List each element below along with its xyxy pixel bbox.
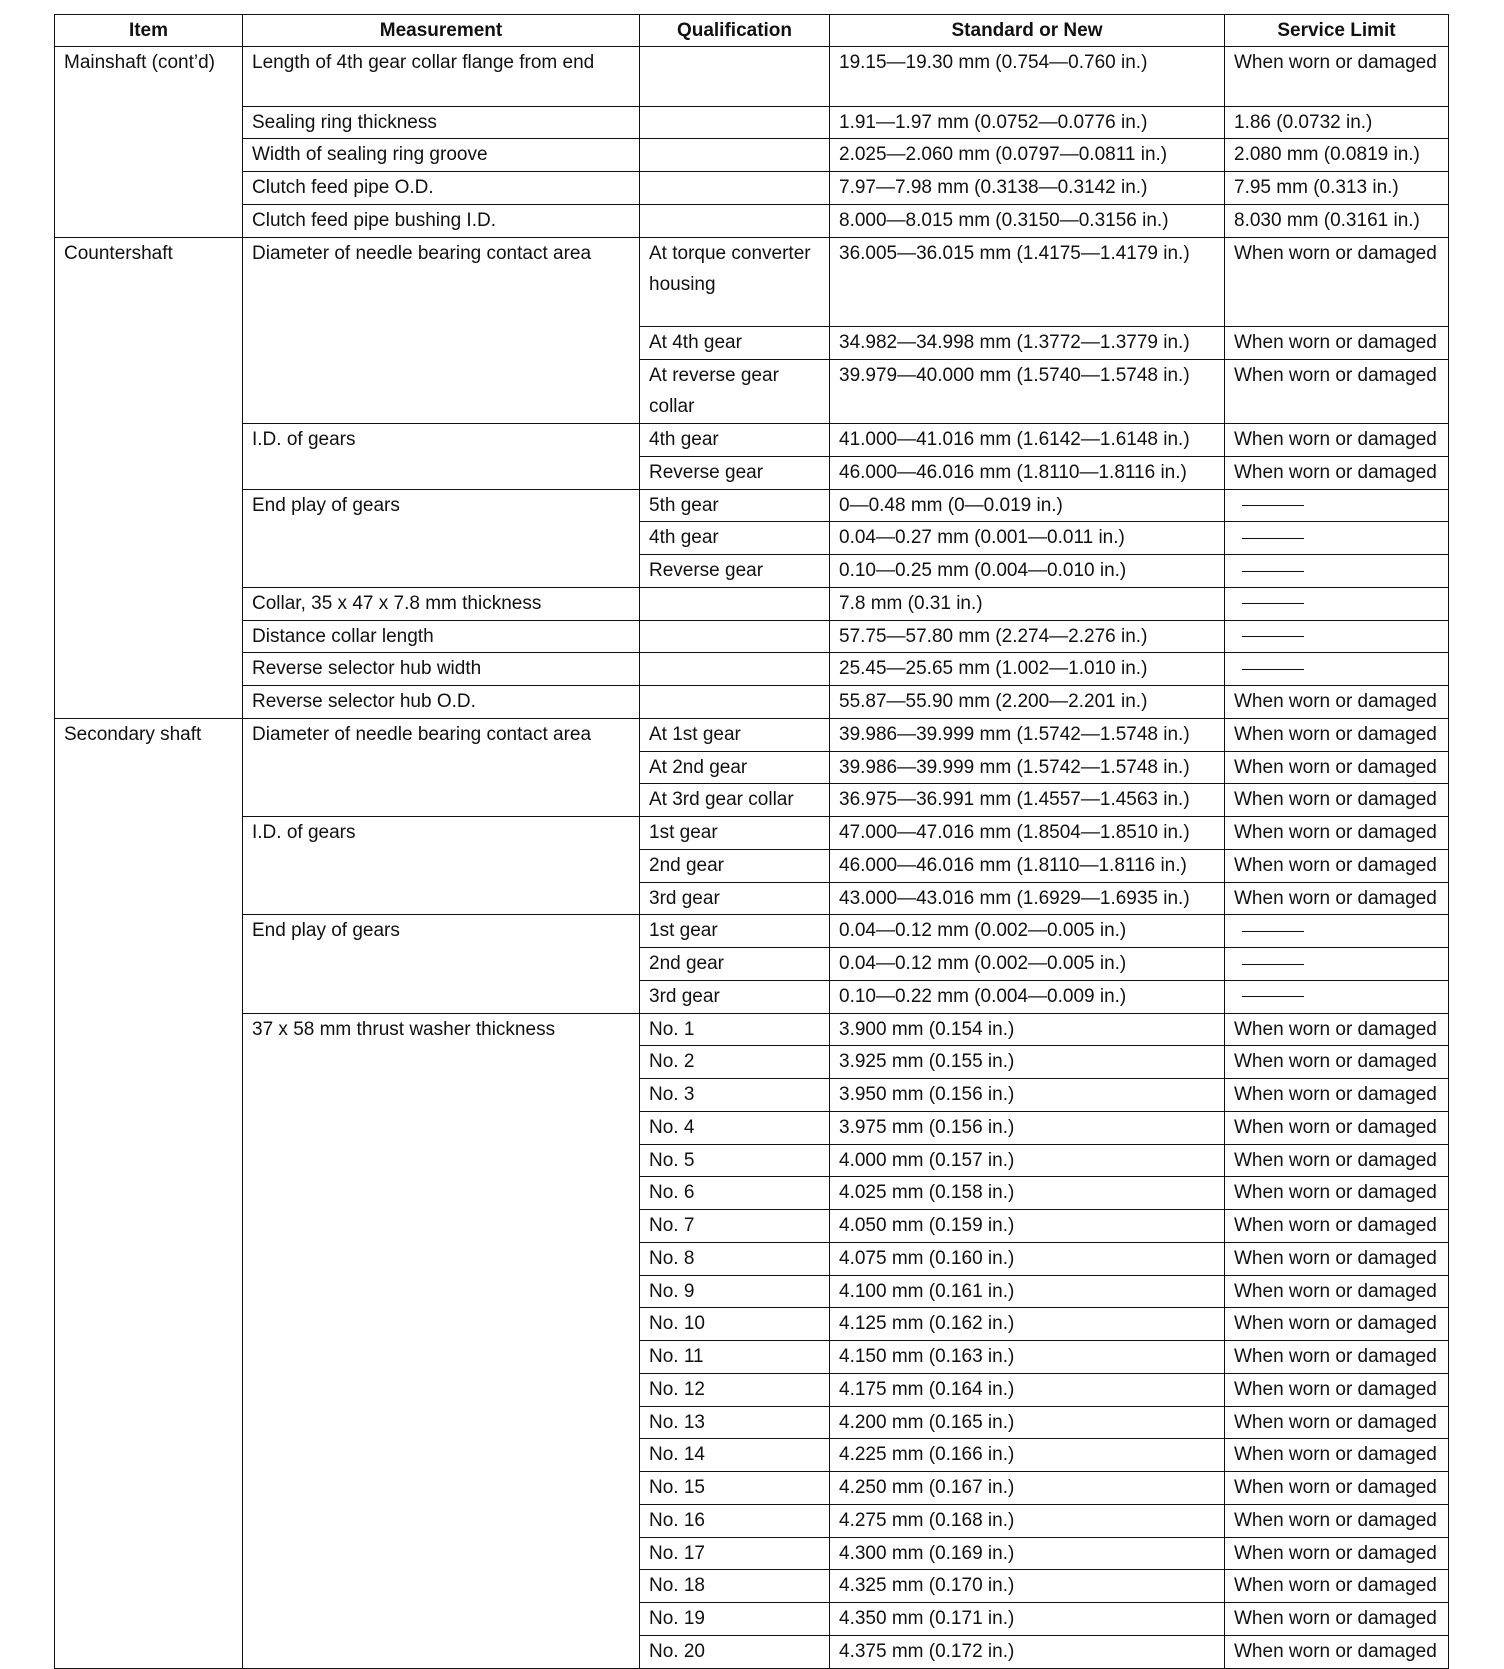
- standard-cell: 39.979—40.000 mm (1.5740—1.5748 in.): [830, 359, 1225, 424]
- table-row: [55, 47, 1449, 107]
- standard-cell: 7.97—7.98 mm (0.3138—0.3142 in.): [830, 172, 1225, 205]
- service-limit-cell: When worn or damaged: [1225, 882, 1449, 915]
- table-row: [55, 915, 1449, 948]
- qualification-cell: [640, 620, 830, 653]
- qualification-cell: 1st gear: [640, 915, 830, 948]
- service-limit-cell: When worn or damaged: [1225, 1046, 1449, 1079]
- qualification-cell: No. 19: [640, 1603, 830, 1636]
- standard-cell: 2.025—2.060 mm (0.0797—0.0811 in.): [830, 139, 1225, 172]
- item-cell: Mainshaft (cont’d): [55, 47, 243, 238]
- qualification-cell: 4th gear: [640, 424, 830, 457]
- standard-cell: 4.150 mm (0.163 in.): [830, 1341, 1225, 1374]
- qualification-cell: No. 9: [640, 1275, 830, 1308]
- standard-cell: 4.275 mm (0.168 in.): [830, 1504, 1225, 1537]
- service-limit-cell: [1225, 948, 1449, 981]
- service-limit-cell: When worn or damaged: [1225, 1341, 1449, 1374]
- service-limit-cell: When worn or damaged: [1225, 1603, 1449, 1636]
- service-limit-cell: [1225, 915, 1449, 948]
- qualification-cell: 4th gear: [640, 522, 830, 555]
- qualification-cell: Reverse gear: [640, 456, 830, 489]
- standard-cell: 4.200 mm (0.165 in.): [830, 1406, 1225, 1439]
- service-limit-cell: When worn or damaged: [1225, 849, 1449, 882]
- table-header: [55, 15, 1449, 47]
- standard-cell: 39.986—39.999 mm (1.5742—1.5748 in.): [830, 751, 1225, 784]
- standard-cell: 0.04—0.12 mm (0.002—0.005 in.): [830, 915, 1225, 948]
- table-row: [55, 489, 1449, 522]
- standard-cell: 3.925 mm (0.155 in.): [830, 1046, 1225, 1079]
- qualification-cell: [640, 172, 830, 205]
- qualification-cell: [640, 47, 830, 107]
- qualification-cell: No. 5: [640, 1144, 830, 1177]
- spec-table: [54, 14, 1449, 1669]
- table-row: [55, 718, 1449, 751]
- standard-cell: 55.87—55.90 mm (2.200—2.201 in.): [830, 686, 1225, 719]
- table-row: [55, 204, 1449, 237]
- qualification-cell: 3rd gear: [640, 882, 830, 915]
- measurement-cell: Length of 4th gear collar flange from end: [243, 47, 640, 107]
- measurement-cell: I.D. of gears: [243, 424, 640, 490]
- service-limit-cell: When worn or damaged: [1225, 359, 1449, 424]
- table-row: [55, 172, 1449, 205]
- service-limit-cell: [1225, 522, 1449, 555]
- service-limit-cell: When worn or damaged: [1225, 1472, 1449, 1505]
- standard-cell: 0.04—0.12 mm (0.002—0.005 in.): [830, 948, 1225, 981]
- service-limit-cell: When worn or damaged: [1225, 1144, 1449, 1177]
- table-row: [55, 587, 1449, 620]
- header-qualification: Qualification: [640, 15, 830, 47]
- header-row: [55, 15, 1449, 47]
- service-limit-cell: When worn or damaged: [1225, 1570, 1449, 1603]
- standard-cell: 4.025 mm (0.158 in.): [830, 1177, 1225, 1210]
- standard-cell: 39.986—39.999 mm (1.5742—1.5748 in.): [830, 718, 1225, 751]
- standard-cell: 36.975—36.991 mm (1.4557—1.4563 in.): [830, 784, 1225, 817]
- service-limit-cell: [1225, 653, 1449, 686]
- qualification-cell: No. 7: [640, 1210, 830, 1243]
- no-limit-dash: [1242, 996, 1304, 997]
- standard-cell: 4.225 mm (0.166 in.): [830, 1439, 1225, 1472]
- standard-cell: 36.005—36.015 mm (1.4175—1.4179 in.): [830, 237, 1225, 326]
- qualification-cell: 2nd gear: [640, 948, 830, 981]
- standard-cell: 0.10—0.22 mm (0.004—0.009 in.): [830, 980, 1225, 1013]
- service-limit-cell: When worn or damaged: [1225, 1439, 1449, 1472]
- no-limit-dash: [1242, 505, 1304, 506]
- header-item: Item: [55, 15, 243, 47]
- service-limit-cell: [1225, 980, 1449, 1013]
- standard-cell: 4.000 mm (0.157 in.): [830, 1144, 1225, 1177]
- standard-cell: 57.75—57.80 mm (2.274—2.276 in.): [830, 620, 1225, 653]
- qualification-cell: No. 14: [640, 1439, 830, 1472]
- qualification-cell: No. 17: [640, 1537, 830, 1570]
- measurement-cell: Clutch feed pipe O.D.: [243, 172, 640, 205]
- service-limit-cell: [1225, 587, 1449, 620]
- service-limit-cell: When worn or damaged: [1225, 817, 1449, 850]
- measurement-cell: Clutch feed pipe bushing I.D.: [243, 204, 640, 237]
- header-service-limit: Service Limit: [1225, 15, 1449, 47]
- no-limit-dash: [1242, 571, 1304, 572]
- measurement-cell: Diameter of needle bearing contact area: [243, 718, 640, 816]
- service-limit-cell: 8.030 mm (0.3161 in.): [1225, 204, 1449, 237]
- measurement-cell: End play of gears: [243, 489, 640, 587]
- qualification-cell: 5th gear: [640, 489, 830, 522]
- service-limit-cell: [1225, 620, 1449, 653]
- standard-cell: 34.982—34.998 mm (1.3772—1.3779 in.): [830, 326, 1225, 359]
- qualification-cell: [640, 686, 830, 719]
- service-limit-cell: When worn or damaged: [1225, 1013, 1449, 1046]
- service-limit-cell: When worn or damaged: [1225, 1111, 1449, 1144]
- qualification-cell: Reverse gear: [640, 555, 830, 588]
- measurement-cell: Collar, 35 x 47 x 7.8 mm thickness: [243, 587, 640, 620]
- no-limit-dash: [1242, 931, 1304, 932]
- qualification-cell: [640, 204, 830, 237]
- qualification-cell: At 1st gear: [640, 718, 830, 751]
- qualification-cell: No. 13: [640, 1406, 830, 1439]
- measurement-cell: Distance collar length: [243, 620, 640, 653]
- qualification-cell: At 3rd gear collar: [640, 784, 830, 817]
- standard-cell: 4.100 mm (0.161 in.): [830, 1275, 1225, 1308]
- measurement-cell: End play of gears: [243, 915, 640, 1013]
- qualification-cell: No. 4: [640, 1111, 830, 1144]
- qualification-cell: [640, 139, 830, 172]
- no-limit-dash: [1242, 538, 1304, 539]
- standard-cell: 7.8 mm (0.31 in.): [830, 587, 1225, 620]
- qualification-cell: 3rd gear: [640, 980, 830, 1013]
- service-limit-cell: 7.95 mm (0.313 in.): [1225, 172, 1449, 205]
- service-limit-cell: When worn or damaged: [1225, 718, 1449, 751]
- qualification-cell: No. 11: [640, 1341, 830, 1374]
- measurement-cell: I.D. of gears: [243, 817, 640, 915]
- service-limit-cell: When worn or damaged: [1225, 1537, 1449, 1570]
- qualification-cell: No. 1: [640, 1013, 830, 1046]
- service-limit-cell: When worn or damaged: [1225, 1308, 1449, 1341]
- table-row: [55, 237, 1449, 326]
- table-row: [55, 686, 1449, 719]
- qualification-cell: [640, 587, 830, 620]
- qualification-cell: No. 20: [640, 1635, 830, 1668]
- standard-cell: 4.125 mm (0.162 in.): [830, 1308, 1225, 1341]
- qualification-cell: No. 12: [640, 1373, 830, 1406]
- qualification-cell: 2nd gear: [640, 849, 830, 882]
- service-limit-cell: When worn or damaged: [1225, 784, 1449, 817]
- qualification-cell: No. 15: [640, 1472, 830, 1505]
- no-limit-dash: [1242, 636, 1304, 637]
- standard-cell: 4.350 mm (0.171 in.): [830, 1603, 1225, 1636]
- standard-cell: 41.000—41.016 mm (1.6142—1.6148 in.): [830, 424, 1225, 457]
- standard-cell: 0.04—0.27 mm (0.001—0.011 in.): [830, 522, 1225, 555]
- service-limit-cell: 1.86 (0.0732 in.): [1225, 106, 1449, 139]
- service-limit-cell: [1225, 489, 1449, 522]
- service-limit-cell: When worn or damaged: [1225, 1373, 1449, 1406]
- qualification-cell: At torque converter housing: [640, 237, 830, 326]
- service-limit-cell: When worn or damaged: [1225, 1635, 1449, 1668]
- qualification-cell: At 4th gear: [640, 326, 830, 359]
- standard-cell: 0.10—0.25 mm (0.004—0.010 in.): [830, 555, 1225, 588]
- qualification-cell: No. 2: [640, 1046, 830, 1079]
- standard-cell: 47.000—47.016 mm (1.8504—1.8510 in.): [830, 817, 1225, 850]
- header-standard: Standard or New: [830, 15, 1225, 47]
- standard-cell: 3.900 mm (0.154 in.): [830, 1013, 1225, 1046]
- service-limit-cell: When worn or damaged: [1225, 1210, 1449, 1243]
- qualification-cell: No. 10: [640, 1308, 830, 1341]
- table-row: [55, 424, 1449, 457]
- standard-cell: 4.300 mm (0.169 in.): [830, 1537, 1225, 1570]
- table-row: [55, 106, 1449, 139]
- standard-cell: 4.325 mm (0.170 in.): [830, 1570, 1225, 1603]
- table-row: [55, 653, 1449, 686]
- qualification-cell: No. 8: [640, 1242, 830, 1275]
- service-limit-cell: [1225, 555, 1449, 588]
- qualification-cell: No. 6: [640, 1177, 830, 1210]
- standard-cell: 8.000—8.015 mm (0.3150—0.3156 in.): [830, 204, 1225, 237]
- qualification-cell: [640, 106, 830, 139]
- table-row: [55, 1013, 1449, 1046]
- qualification-cell: No. 16: [640, 1504, 830, 1537]
- service-limit-cell: When worn or damaged: [1225, 424, 1449, 457]
- table-row: [55, 620, 1449, 653]
- service-limit-cell: When worn or damaged: [1225, 1079, 1449, 1112]
- standard-cell: 3.975 mm (0.156 in.): [830, 1111, 1225, 1144]
- qualification-cell: At reverse gear collar: [640, 359, 830, 424]
- standard-cell: 4.250 mm (0.167 in.): [830, 1472, 1225, 1505]
- service-limit-cell: When worn or damaged: [1225, 1275, 1449, 1308]
- standard-cell: 4.375 mm (0.172 in.): [830, 1635, 1225, 1668]
- standard-cell: 4.175 mm (0.164 in.): [830, 1373, 1225, 1406]
- no-limit-dash: [1242, 603, 1304, 604]
- service-limit-cell: When worn or damaged: [1225, 1177, 1449, 1210]
- no-limit-dash: [1242, 669, 1304, 670]
- standard-cell: 0—0.48 mm (0—0.019 in.): [830, 489, 1225, 522]
- measurement-cell: 37 x 58 mm thrust washer thickness: [243, 1013, 640, 1668]
- measurement-cell: Reverse selector hub width: [243, 653, 640, 686]
- service-limit-cell: When worn or damaged: [1225, 47, 1449, 107]
- qualification-cell: No. 18: [640, 1570, 830, 1603]
- standard-cell: 1.91—1.97 mm (0.0752—0.0776 in.): [830, 106, 1225, 139]
- item-cell: Secondary shaft: [55, 718, 243, 1668]
- qualification-cell: [640, 653, 830, 686]
- standard-cell: 19.15—19.30 mm (0.754—0.760 in.): [830, 47, 1225, 107]
- table-row: [55, 817, 1449, 850]
- service-limit-cell: When worn or damaged: [1225, 237, 1449, 326]
- standard-cell: 25.45—25.65 mm (1.002—1.010 in.): [830, 653, 1225, 686]
- standard-cell: 3.950 mm (0.156 in.): [830, 1079, 1225, 1112]
- qualification-cell: No. 3: [640, 1079, 830, 1112]
- service-limit-cell: When worn or damaged: [1225, 1406, 1449, 1439]
- standard-cell: 4.075 mm (0.160 in.): [830, 1242, 1225, 1275]
- service-limit-cell: When worn or damaged: [1225, 1242, 1449, 1275]
- measurement-cell: Reverse selector hub O.D.: [243, 686, 640, 719]
- standard-cell: 4.050 mm (0.159 in.): [830, 1210, 1225, 1243]
- service-limit-cell: When worn or damaged: [1225, 1504, 1449, 1537]
- table-row: [55, 139, 1449, 172]
- header-measurement: Measurement: [243, 15, 640, 47]
- standard-cell: 46.000—46.016 mm (1.8110—1.8116 in.): [830, 849, 1225, 882]
- measurement-cell: Sealing ring thickness: [243, 106, 640, 139]
- measurement-cell: Diameter of needle bearing contact area: [243, 237, 640, 424]
- qualification-cell: 1st gear: [640, 817, 830, 850]
- no-limit-dash: [1242, 964, 1304, 965]
- table-body: [55, 47, 1449, 1669]
- item-cell: Countershaft: [55, 237, 243, 718]
- standard-cell: 43.000—43.016 mm (1.6929—1.6935 in.): [830, 882, 1225, 915]
- service-limit-cell: When worn or damaged: [1225, 751, 1449, 784]
- service-limit-cell: 2.080 mm (0.0819 in.): [1225, 139, 1449, 172]
- standard-cell: 46.000—46.016 mm (1.8110—1.8116 in.): [830, 456, 1225, 489]
- service-limit-cell: When worn or damaged: [1225, 456, 1449, 489]
- service-limit-cell: When worn or damaged: [1225, 686, 1449, 719]
- service-limit-cell: When worn or damaged: [1225, 326, 1449, 359]
- measurement-cell: Width of sealing ring groove: [243, 139, 640, 172]
- qualification-cell: At 2nd gear: [640, 751, 830, 784]
